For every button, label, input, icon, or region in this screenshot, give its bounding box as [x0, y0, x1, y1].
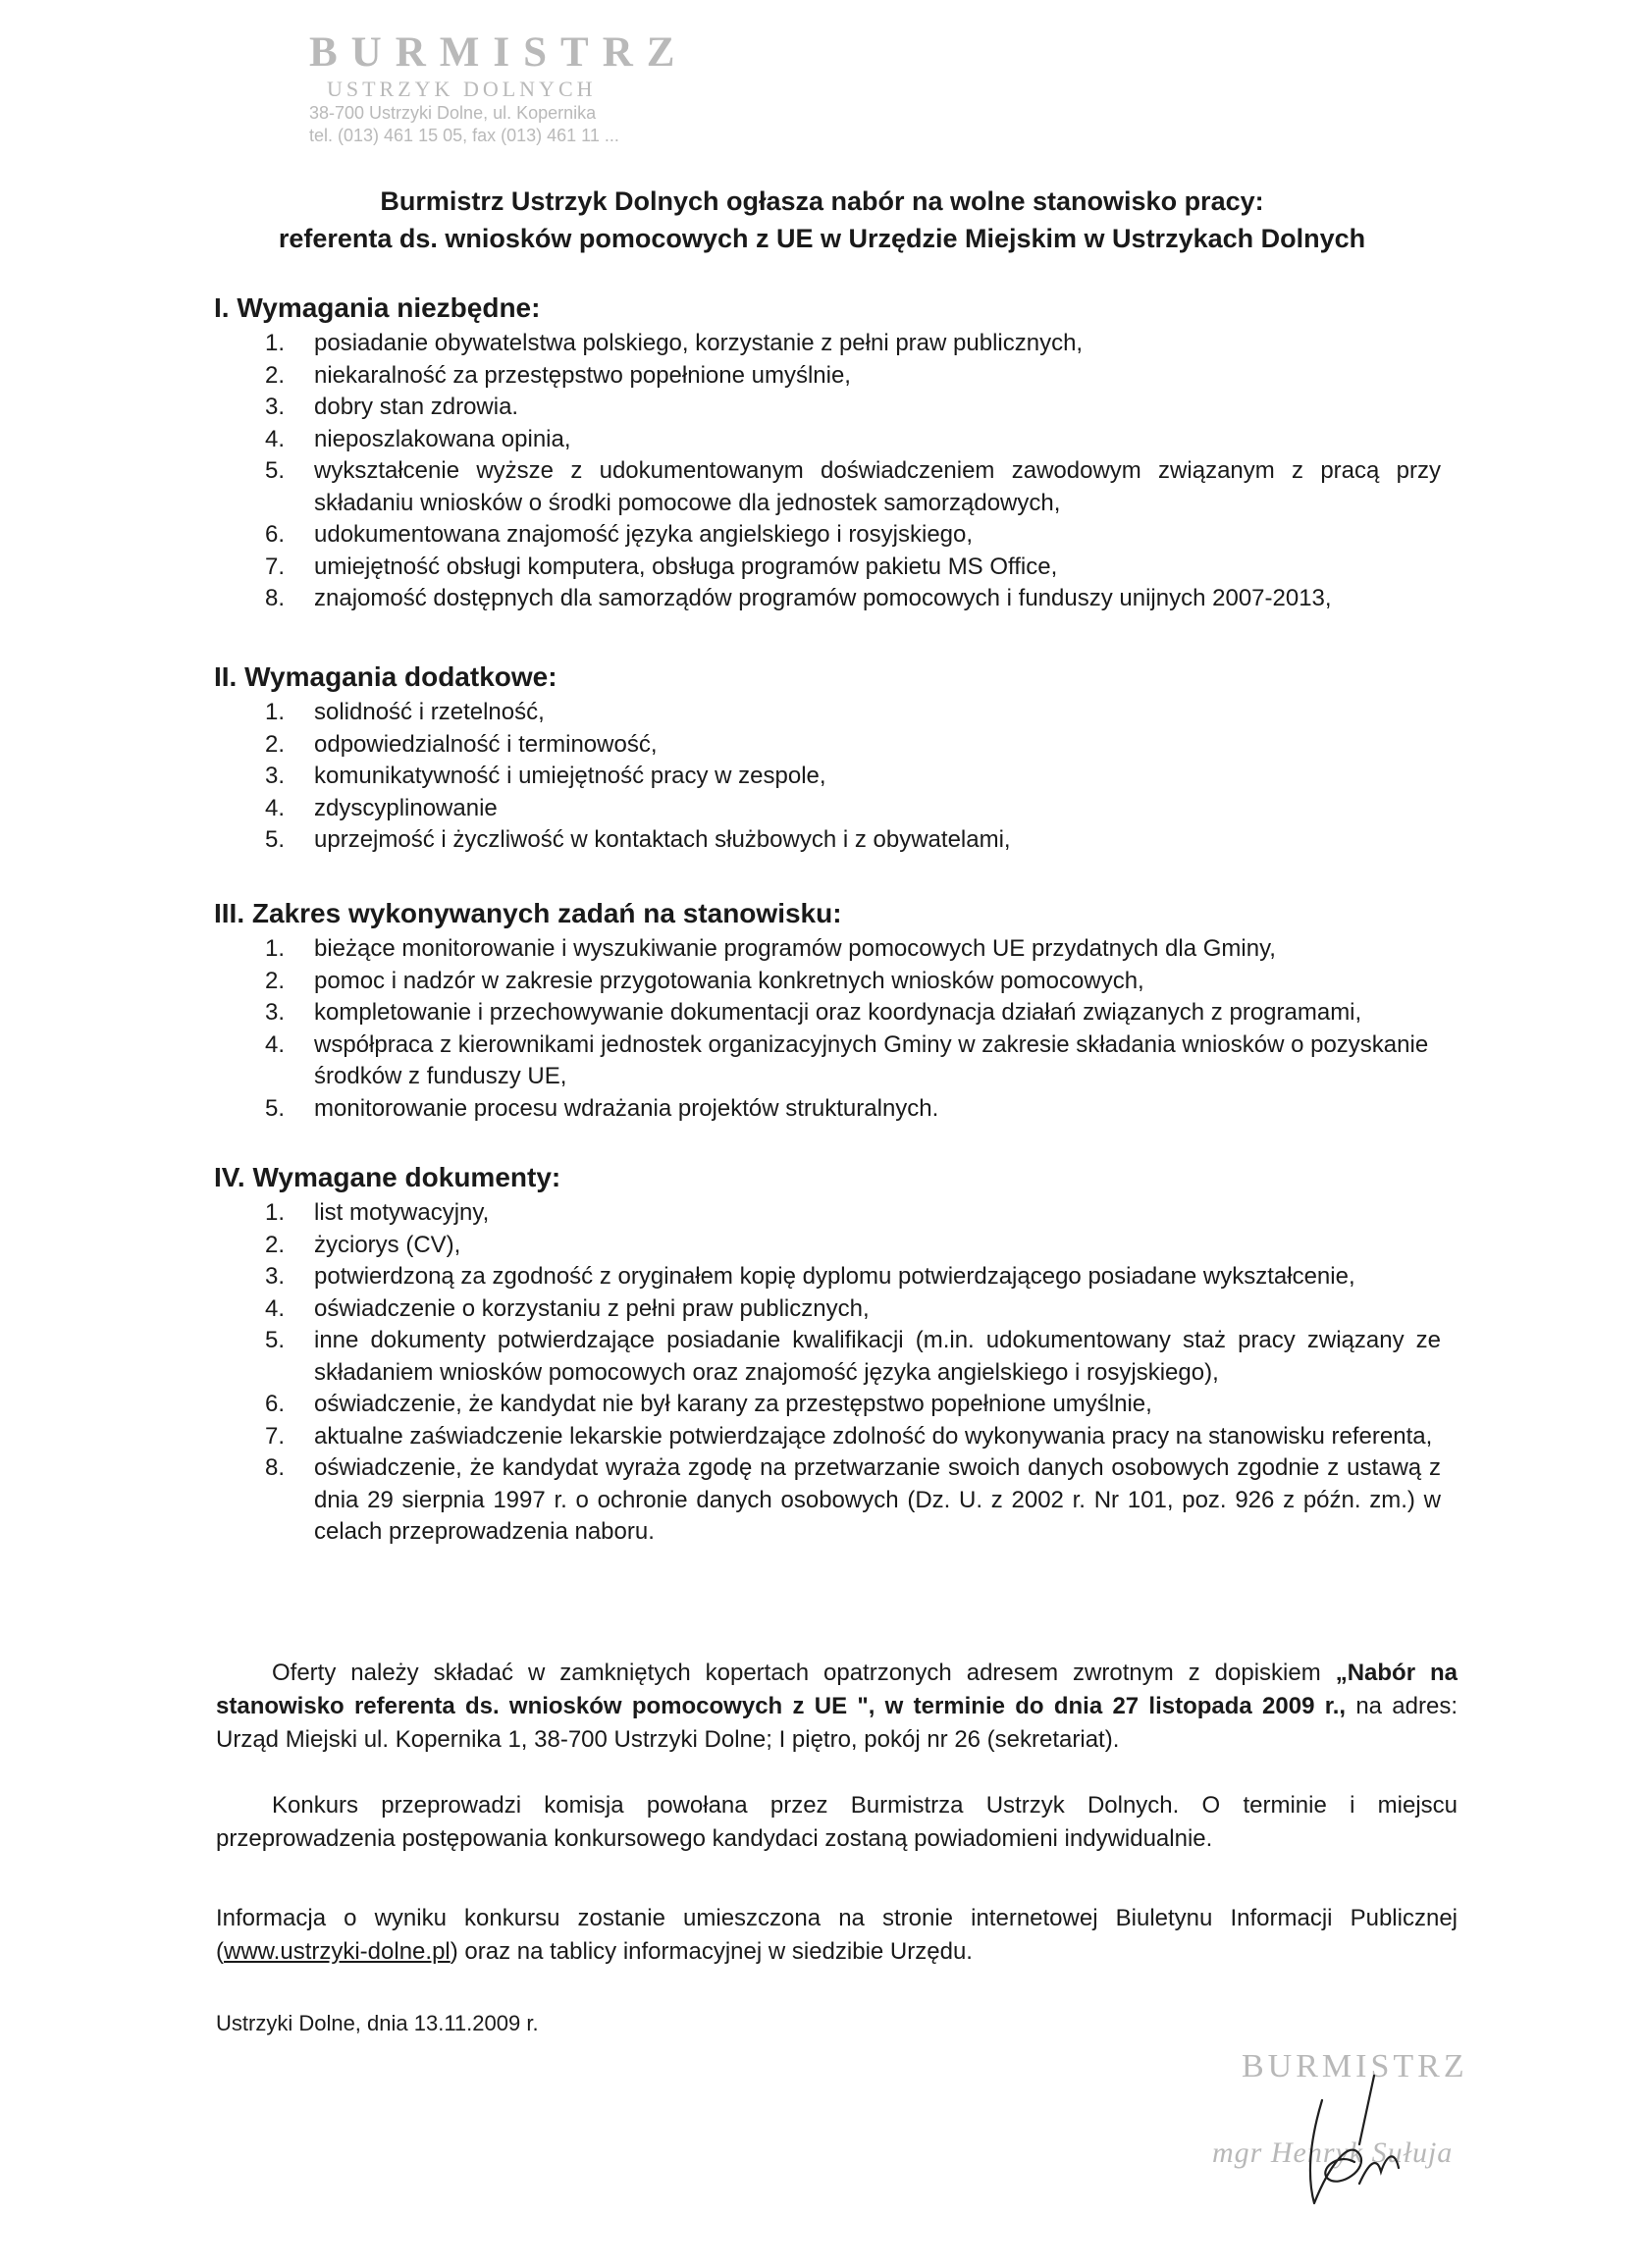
list-item: 4. nieposzlakowana opinia,	[265, 425, 571, 452]
handwritten-signature	[1212, 2046, 1507, 2223]
list-item: 8. oświadczenie, że kandydat wyraża zgodę na przetwarzanie swoich danych osobowych zgodnie z ustawą z dnia 29 sierpnia 1997 r. o ochronie danych osobowych (Dz. U. z 2002 r. Nr 101, poz. 926 z późn. zm.) w celach przeprowadzenia naboru.	[265, 1454, 1441, 1545]
letterhead-address: 38-700 Ustrzyki Dolne, ul. Kopernika	[309, 103, 597, 123]
list-item: 4. oświadczenie o korzystaniu z pełni praw publicznych,	[265, 1294, 870, 1322]
list-item: 5. inne dokumenty potwierdzające posiadanie kwalifikacji (m.in. udokumentowany staż pracy związany ze składaniem wniosków pomocowych oraz znajomość języka angielskiego i rosyjskiego),	[265, 1327, 1441, 1386]
signature-stamp-title: BURMISTRZ	[1242, 2048, 1468, 2084]
list-item: 7. aktualne zaświadczenie lekarskie potwierdzające zdolność do wykonywania pracy na stanowisku referenta,	[265, 1422, 1433, 1450]
list-item: 5. wykształcenie wyższe z udokumentowanym doświadczeniem zawodowym związanym z pracą przy składaniu wniosków o środki pomocowe dla jednostek samorządowych,	[265, 457, 1441, 516]
bip-link[interactable]: www.ustrzyki-dolne.pl	[224, 1938, 451, 1965]
list-item: 3. dobry stan zdrowia.	[265, 394, 519, 420]
signature-stamp-name: mgr Henryk Sułuja	[1212, 2136, 1454, 2169]
list-item: 3. komunikatywność i umiejętność pracy w zespole,	[265, 763, 826, 789]
documents-list	[214, 1197, 1441, 1549]
offers-paragraph: Oferty należy składać w zamkniętych kopertach opatrzonych adresem zwrotnym z dopiskiem „Nabór na stanowisko referenta ds. wniosków pomocowych z UE ", w terminie do dnia 27 listopada 2009 r., na adres: Urząd Miejski ul. Kopernika 1, 38-700 Ustrzyki Dolne; I piętro, pokój nr 26 (sekretariat).	[216, 1660, 1458, 1753]
list-item: 1. posiadanie obywatelstwa polskiego, korzystanie z pełni praw publicznych,	[265, 330, 1084, 356]
list-item: 2. pomoc i nadzór w zakresie przygotowania konkretnych wniosków pomocowych,	[265, 967, 1144, 994]
list-item: 1. list motywacyjny,	[265, 1199, 490, 1226]
list-item: 1. bieżące monitorowanie i wyszukiwanie programów pomocowych UE przydatnych dla Gminy,	[265, 935, 1276, 962]
letterhead-stamp	[309, 29, 721, 147]
list-item: 3. kompletowanie i przechowywanie dokumentacji oraz koordynacja działań związanych z programami,	[265, 999, 1362, 1026]
list-item: 3. potwierdzoną za zgodność z oryginałem kopię dyplomu potwierdzającego posiadane wykształcenie,	[265, 1263, 1355, 1290]
tasks-list	[214, 933, 1441, 1125]
letterhead-subtitle: USTRZYK DOLNYCH	[327, 77, 597, 101]
list-item: 2. odpowiedzialność i terminowość,	[265, 730, 658, 758]
list-item: 2. życiorys (CV),	[265, 1231, 461, 1258]
competition-paragraph: Konkurs przeprowadzi komisja powołana przez Burmistrza Ustrzyk Dolnych. O terminie i miejscu przeprowadzenia postępowania konkursowego kandydaci zostaną powiadomieni indywidualnie.	[216, 1792, 1458, 1852]
list-item: 2. niekaralność za przestępstwo popełnione umyślnie,	[265, 361, 851, 389]
info-paragraph: Informacja o wyniku konkursu zostanie umieszczona na stronie internetowej Biuletynu Informacji Publicznej (www.ustrzyki-dolne.pl) oraz na tablicy informacyjnej w siedzibie Urzędu.	[216, 1905, 1458, 1965]
letterhead-phone: tel. (013) 461 15 05, fax (013) 461 11 ...	[309, 126, 619, 145]
section-title: III. Zakres wykonywanych zadań na stanowisku:	[214, 898, 842, 928]
list-item: 6. oświadczenie, że kandydat nie był karany za przestępstwo popełnione umyślnie,	[265, 1391, 1152, 1417]
section-additional	[214, 659, 1441, 857]
list-item: 8. znajomość dostępnych dla samorządów programów pomocowych i funduszy unijnych 2007-2013,	[265, 585, 1332, 611]
announcement-heading	[0, 183, 1644, 257]
letterhead-title: BURMISTRZ	[309, 29, 689, 76]
section-title: II. Wymagania dodatkowe:	[214, 661, 557, 692]
requirements-list	[214, 328, 1441, 615]
list-item: 5. monitorowanie procesu wdrażania projektów strukturalnych.	[265, 1094, 939, 1122]
section-documents	[214, 1160, 1441, 1549]
section-required	[214, 290, 1441, 615]
heading-line-1: Burmistrz Ustrzyk Dolnych ogłasza nabór na wolne stanowisko pracy:	[380, 186, 1264, 216]
list-item: 7. umiejętność obsługi komputera, obsługa programów pakietu MS Office,	[265, 553, 1058, 580]
list-item: 4. współpraca z kierownikami jednostek organizacyjnych Gminy w zakresie składania wniosków o pozyskanie środków z funduszy UE,	[265, 1030, 1429, 1089]
offers-bold-text: „Nabór na stanowisko referenta ds. wniosków pomocowych z UE ", w terminie do dnia 27 listopada 2009 r.,	[216, 1660, 1458, 1719]
section-title: I. Wymagania niezbędne:	[214, 292, 541, 323]
list-item: 5. uprzejmość i życzliwość w kontaktach służbowych i z obywatelami,	[265, 826, 1011, 853]
section-title: IV. Wymagane dokumenty:	[214, 1162, 561, 1192]
list-item: 4. zdyscyplinowanie	[265, 794, 498, 821]
additional-list	[214, 697, 1441, 857]
place-date: Ustrzyki Dolne, dnia 13.11.2009 r.	[216, 2011, 539, 2035]
section-tasks	[214, 896, 1441, 1125]
list-item: 6. udokumentowana znajomość języka angielskiego i rosyjskiego,	[265, 521, 974, 548]
list-item: 1. solidność i rzetelność,	[265, 699, 545, 725]
signature-stamp	[1212, 2046, 1507, 2223]
heading-line-2: referenta ds. wniosków pomocowych z UE w Urzędzie Miejskim w Ustrzykach Dolnych	[278, 224, 1366, 253]
